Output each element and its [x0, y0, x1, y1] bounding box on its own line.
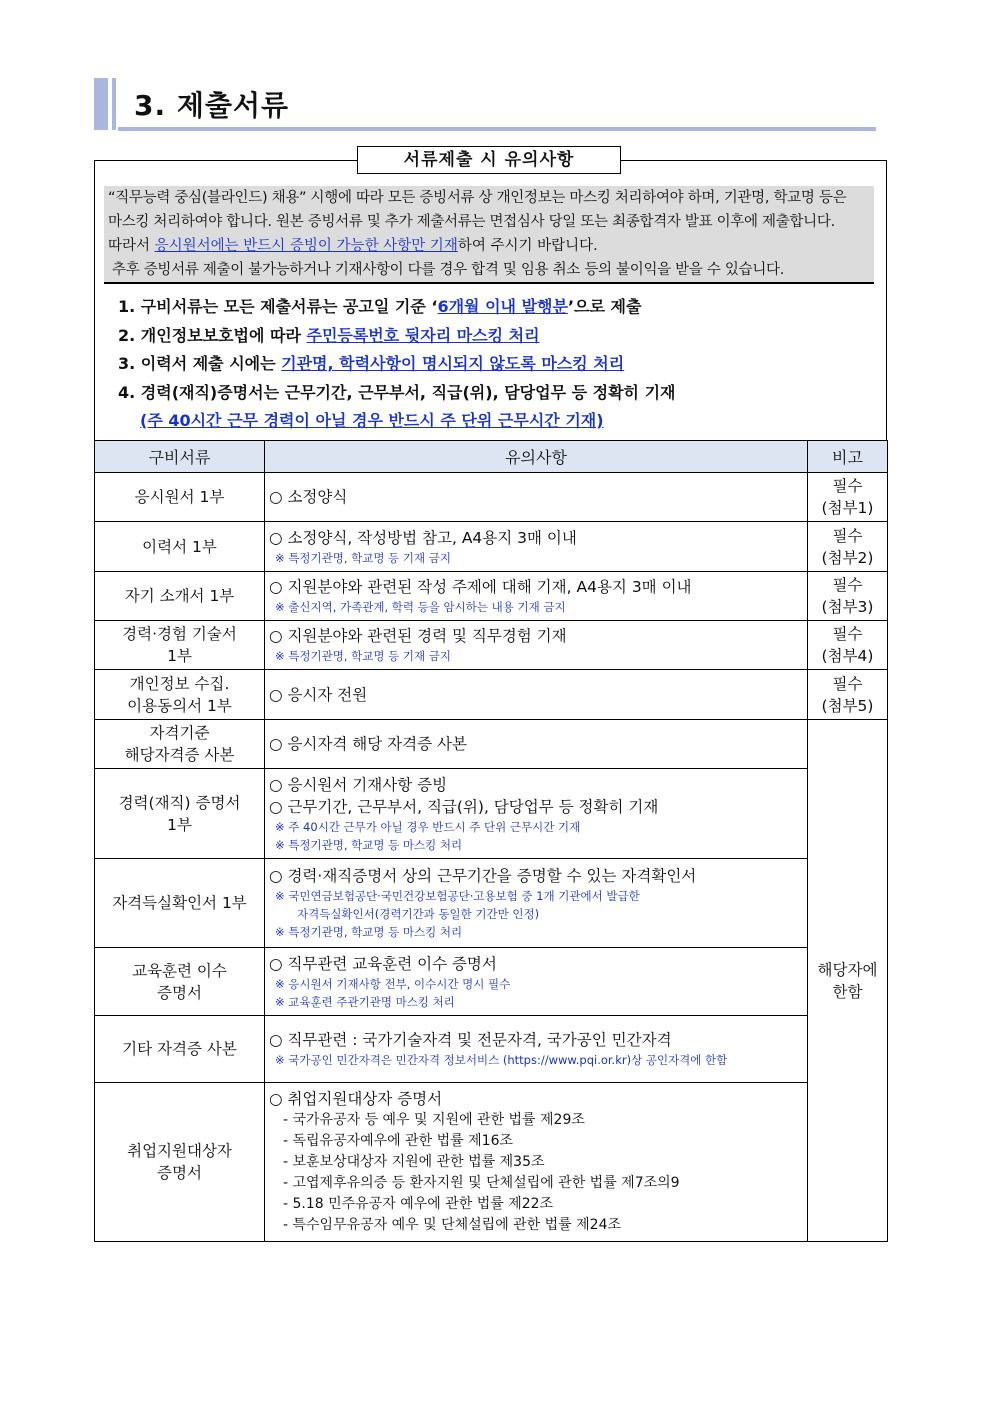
- table-row: [95, 948, 888, 1016]
- document-name: 자격득실확인서 1부: [112, 894, 247, 912]
- notice-summary: [104, 186, 874, 284]
- rule-text: 2. 개인정보보호법에 따라: [118, 325, 307, 345]
- document-name-cell: [95, 859, 265, 948]
- document-name: 이력서 1부: [142, 537, 217, 556]
- requirement-cell: [265, 948, 808, 1016]
- document-name-cell: [95, 769, 265, 859]
- remark-cell: [808, 522, 888, 572]
- table-row: [95, 572, 888, 621]
- remark-cell: [808, 473, 888, 522]
- requirement-text: ○ 응시자격 해당 자격증 사본: [269, 735, 467, 753]
- table-header-row: [95, 441, 888, 473]
- table-row: [95, 522, 888, 572]
- requirement-note: ※ 교육훈련 주관기관명 마스킹 처리: [275, 994, 455, 1009]
- remark-text: 한함: [832, 982, 863, 1001]
- notice-highlight: 응시원서에는 반드시 증빙이 가능한 사항만 기재: [154, 238, 458, 254]
- rule-item: [118, 350, 675, 379]
- requirement-text: ○ 취업지원대상자 증명서: [269, 1090, 443, 1108]
- document-name-cell: [95, 1016, 265, 1083]
- section-title: 3. 제출서류: [134, 89, 290, 122]
- requirement-text: ○ 지원분야와 관련된 작성 주제에 대해 기재, A4용지 3매 이내: [269, 578, 692, 596]
- document-name: 경력(재직) 증명서: [118, 793, 241, 812]
- requirement-text: ○ 응시원서 기재사항 증빙: [269, 775, 448, 794]
- section-header: [94, 78, 876, 132]
- rule-text: ’으로 제출: [567, 297, 642, 316]
- rule-item: [118, 322, 675, 351]
- remark-text: (첨부4): [821, 647, 874, 665]
- rules-list: [118, 293, 675, 436]
- section-bar-accent-thin: [112, 78, 116, 130]
- col-header-notes: 유의사항: [265, 441, 808, 473]
- requirement-text: ○ 근무기간, 근무부서, 직급(위), 담당업무 등 정확히 기재: [269, 797, 659, 816]
- remark-text: 필수: [832, 477, 863, 495]
- requirement-note: ※ 특정기관명, 학교명 등 기재 금지: [275, 550, 451, 565]
- requirement-note: 자격득실확인서(경력기간과 동일한 기간만 인정): [297, 907, 540, 921]
- document-name: 1부: [167, 815, 192, 834]
- document-name: 경력·경험 기술서: [122, 625, 237, 643]
- notice-line: [108, 234, 870, 258]
- rule-highlight: 기관명, 학력사항이 명시되지 않도록 마스킹 처리: [281, 354, 625, 373]
- requirement-cell: [265, 621, 808, 670]
- law-list-item: - 5.18 민주유공자 예우에 관한 법률 제22조: [283, 1196, 554, 1212]
- requirement-cell: [265, 720, 808, 769]
- requirement-text: ○ 경력·재직증명서 상의 근무기간을 증명할 수 있는 자격확인서: [269, 867, 697, 885]
- requirement-text: ○ 소정양식: [269, 488, 348, 506]
- remark-text: (첨부1): [821, 499, 874, 517]
- document-name: 해당자격증 사본: [124, 746, 235, 764]
- requirement-cell: [265, 572, 808, 621]
- remark-text: 필수: [832, 576, 863, 594]
- document-name: 이용동의서 1부: [127, 696, 232, 715]
- requirement-cell: [265, 769, 808, 859]
- requirement-cell: [265, 1083, 808, 1242]
- notice-line-prefix: 따라서: [108, 238, 155, 254]
- document-name-cell: [95, 948, 265, 1016]
- rule-text: 3. 이력서 제출 시에는: [118, 354, 282, 373]
- table-row: [95, 1083, 888, 1242]
- col-header-document: 구비서류: [95, 441, 265, 473]
- document-name: 자격기준: [149, 724, 210, 742]
- requirement-note: ※ 특정기관명, 학교명 등 마스킹 처리: [275, 837, 463, 852]
- document-name: 증명서: [157, 983, 202, 1002]
- requirement-text: ○ 응시자 전원: [269, 685, 368, 704]
- remark-cell: [808, 621, 888, 670]
- documents-table: [94, 440, 888, 1242]
- document-name: 개인정보 수집.: [129, 674, 230, 693]
- law-list-item: - 국가유공자 등 예우 및 지원에 관한 법률 제29조: [283, 1112, 585, 1128]
- col-header-remark: 비고: [808, 441, 888, 473]
- document-name-cell: [95, 621, 265, 670]
- document-name-cell: [95, 720, 265, 769]
- rule-text: 1. 구비서류는 모든 제출서류는 공고일 기준 ‘: [118, 297, 438, 316]
- requirement-text: ○ 직무관련 교육훈련 이수 증명서: [269, 954, 497, 973]
- table-row: [95, 621, 888, 670]
- remark-text: 필수: [832, 625, 863, 643]
- document-name: 증명서: [157, 1164, 202, 1182]
- notice-line: “직무능력 중심(블라인드) 채용” 시행에 따라 모든 증빙서류 상 개인정보는 마스킹 처리하여야 하며, 기관명, 학교명 등은: [108, 190, 847, 206]
- remark-text: 필수: [832, 674, 863, 693]
- requirement-note: ※ 특정기관명, 학교명 등 마스킹 처리: [275, 925, 463, 939]
- document-name-cell: [95, 1083, 265, 1242]
- notice-tag: 서류제출 시 유의사항: [357, 146, 621, 174]
- requirement-text: ○ 지원분야와 관련된 경력 및 직무경험 기재: [269, 627, 567, 645]
- section-bar-accent: [94, 78, 108, 130]
- table-row: [95, 670, 888, 720]
- remark-text: 필수: [832, 526, 863, 545]
- requirement-note: ※ 특정기관명, 학교명 등 기재 금지: [275, 649, 451, 663]
- requirement-note: ※ 주 40시간 근무가 아닐 경우 반드시 주 단위 근무시간 기재: [275, 819, 581, 834]
- remark-text: 해당자에: [817, 960, 878, 979]
- rule-highlight: 주민등록번호 뒷자리 마스킹 처리: [306, 325, 540, 345]
- rule-item: [118, 293, 675, 322]
- law-list-item: - 특수임무유공자 예우 및 단체설립에 관한 법률 제24조: [283, 1217, 622, 1233]
- requirement-text: ○ 직무관련 : 국가기술자격 및 전문자격, 국가공인 민간자격: [269, 1031, 672, 1049]
- remark-cell-merged: [808, 720, 888, 1242]
- table-row: [95, 769, 888, 859]
- requirement-cell: [265, 473, 808, 522]
- remark-cell: [808, 572, 888, 621]
- document-name-cell: [95, 473, 265, 522]
- document-name-cell: [95, 522, 265, 572]
- document-name: 응시원서 1부: [134, 488, 225, 506]
- requirement-note: ※ 응시원서 기재사항 전부, 이수시간 명시 필수: [275, 976, 511, 991]
- notice-line: 마스킹 처리하여야 합니다. 원본 증빙서류 및 추가 제출서류는 면접심사 당일 또는 최종합격자 발표 이후에 제출합니다.: [108, 214, 835, 230]
- remark-text: (첨부2): [821, 548, 874, 567]
- requirement-text: ○ 소정양식, 작성방법 참고, A4용지 3매 이내: [269, 528, 577, 547]
- law-list-item: - 보훈보상대상자 지원에 관한 법률 제35조: [283, 1154, 545, 1170]
- document-name-cell: [95, 572, 265, 621]
- law-list-item: - 독립유공자예우에 관한 법률 제16조: [283, 1133, 514, 1149]
- requirement-note: ※ 국민연금보험공단·국민건강보험공단·고용보험 중 1개 기관에서 발급한: [275, 889, 640, 903]
- rule-note-text: (주 40시간 근무 경력이 아닐 경우 반드시 주 단위 근무시간 기재): [140, 411, 604, 430]
- document-name-cell: [95, 670, 265, 720]
- remark-text: (첨부3): [821, 598, 874, 616]
- remark-text: (첨부5): [821, 696, 874, 715]
- document-name: 교육훈련 이수: [132, 961, 227, 980]
- document-name: 취업지원대상자: [127, 1142, 232, 1160]
- rule-highlight: 6개월 이내 발행분: [437, 297, 568, 316]
- table-row: [95, 473, 888, 522]
- law-list-item: - 고엽제후유의증 등 환자지원 및 단체설립에 관한 법률 제7조의9: [283, 1175, 680, 1191]
- requirement-cell: [265, 859, 808, 948]
- requirement-note: ※ 출신지역, 가족관계, 학력 등을 암시하는 내용 기재 금지: [275, 600, 566, 614]
- remark-cell: [808, 670, 888, 720]
- notice-line: 추후 증빙서류 제출이 불가능하거나 기재사항이 다를 경우 합격 및 임용 취소 등의 불이익을 받을 수 있습니다.: [112, 262, 785, 278]
- document-name: 1부: [167, 647, 192, 665]
- document-name: 자기 소개서 1부: [124, 587, 235, 605]
- requirement-cell: [265, 1016, 808, 1083]
- requirement-note: ※ 국가공인 민간자격은 민간자격 정보서비스 (https://www.pqi.or.kr)상 공인자격에 한함: [275, 1053, 728, 1067]
- document-name: 기타 자격증 사본: [122, 1040, 237, 1058]
- requirement-cell: [265, 670, 808, 720]
- table-row: [95, 859, 888, 948]
- section-underline: [118, 127, 876, 131]
- requirement-cell: [265, 522, 808, 572]
- rule-item: 4. 경력(재직)증명서는 근무기간, 근무부서, 직급(위), 담당업무 등 정확히 기재: [118, 382, 676, 402]
- rule-note: [118, 407, 675, 436]
- notice-line-suffix: 하여 주시기 바랍니다.: [457, 238, 598, 254]
- table-row: [95, 1016, 888, 1083]
- table-row: [95, 720, 888, 769]
